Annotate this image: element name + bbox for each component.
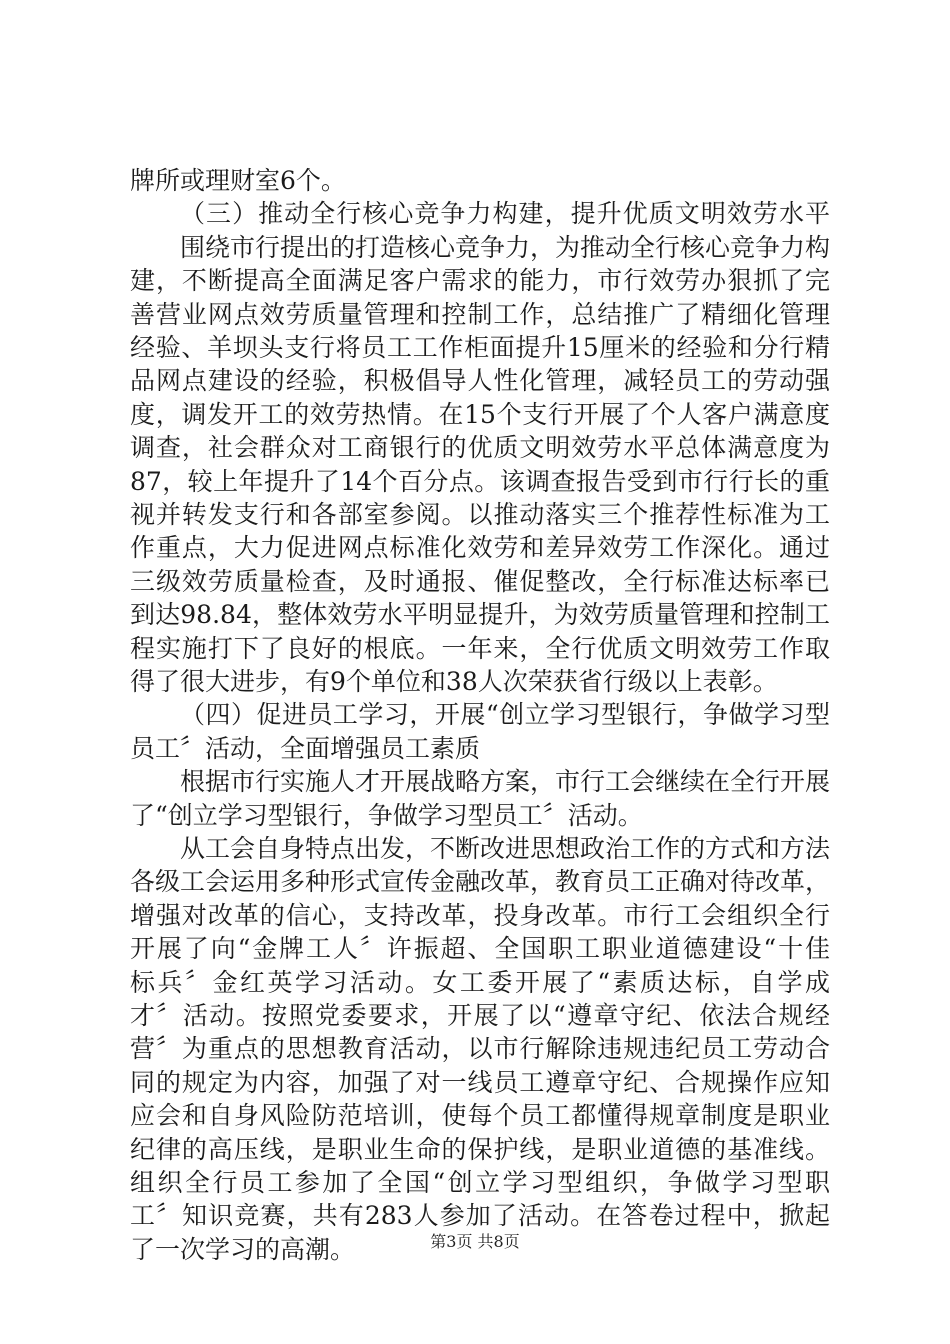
paragraph-line: 87，较上年提升了14个百分点。该调查报告受到市行行长的重 bbox=[130, 466, 830, 496]
paragraph-line: 围绕市行提出的打造核心竞争力，为推动全行核心竞争力构 bbox=[180, 232, 831, 262]
paragraph-line: 经验、羊坝头支行将员工工作柜面提升15厘米的经验和分行精 bbox=[130, 333, 830, 362]
section-heading-3: （三）推动全行核心竞争力构建，提升优质文明效劳水平 bbox=[180, 199, 830, 229]
paragraph-line: 标兵〞金红英学习活动。女工委开展了“素质达标，自学成 bbox=[130, 967, 830, 997]
paragraph-line: 得了很大进步，有9个单位和38人次荣获省行级以上表彰。 bbox=[130, 667, 778, 696]
paragraph-line: 度，调发开工的效劳热情。在15个支行开展了个人客户满意度 bbox=[130, 399, 830, 429]
paragraph-line: 品网点建设的经验，积极倡导人性化管理，减轻员工的劳动强 bbox=[130, 366, 830, 396]
paragraph-line: 了“创立学习型银行，争做学习型员工〞活动。 bbox=[130, 800, 643, 830]
paragraph-line: 增强对改革的信心，支持改革，投身改革。市行工会组织全行 bbox=[130, 900, 830, 930]
paragraph-line: 同的规定为内容，加强了对一线员工遵章守纪、合规操作应知 bbox=[130, 1067, 830, 1097]
paragraph-line: 工〞知识竞赛，共有283人参加了活动。在答卷过程中，掀起 bbox=[130, 1201, 830, 1231]
paragraph-line: 三级效劳质量检查，及时通报、催促整改，全行标准达标率已 bbox=[130, 566, 830, 596]
paragraph-line: 营〞为重点的思想教育活动，以市行解除违规违纪员工劳动合 bbox=[130, 1034, 830, 1064]
paragraph-line: 才〞活动。按照党委要求，开展了以“遵章守纪、依法合规经 bbox=[130, 1001, 830, 1030]
page-number-footer: 第3页 共8页 bbox=[430, 1232, 520, 1251]
paragraph-line: 作重点，大力促进网点标准化效劳和差异效劳工作深化。通过 bbox=[130, 533, 830, 563]
paragraph-line: 根据市行实施人才开展战略方案，市行工会继续在全行开展 bbox=[180, 767, 831, 797]
paragraph-line: 到达98.84，整体效劳水平明显提升，为效劳质量管理和控制工 bbox=[130, 600, 830, 630]
paragraph-line: 纪律的高压线，是职业生命的保护线，是职业道德的基准线。 bbox=[130, 1134, 830, 1164]
paragraph-line: 组织全行员工参加了全国“创立学习型组织，争做学习型职 bbox=[130, 1168, 830, 1197]
paragraph-line: 开展了向“金牌工人〞许振超、全国职工职业道德建设“十佳 bbox=[130, 934, 830, 964]
paragraph-line: 调查，社会群众对工商银行的优质文明效劳水平总体满意度为 bbox=[130, 433, 830, 463]
paragraph-line: 牌所或理财室6个。 bbox=[130, 166, 346, 195]
paragraph-line: 善营业网点效劳质量管理和控制工作，总结推广了精细化管理 bbox=[130, 299, 830, 329]
section-heading-4: （四）促进员工学习，开展“创立学习型银行，争做学习型 bbox=[180, 700, 830, 730]
paragraph-line: 各级工会运用多种形式宣传金融改革，教育员工正确对待改革， bbox=[130, 867, 831, 897]
section-heading-4: 员工〞活动，全面增强员工素质 bbox=[130, 733, 481, 763]
paragraph-line: 从工会自身特点出发，不断改进思想政治工作的方式和方法 bbox=[180, 834, 831, 863]
paragraph-line: 了一次学习的高潮。 bbox=[130, 1234, 356, 1264]
paragraph-line: 程实施打下了良好的根底。一年来，全行优质文明效劳工作取 bbox=[130, 633, 830, 663]
paragraph-line: 视并转发支行和各部室参阅。以推动落实三个推荐性标准为工 bbox=[130, 500, 830, 529]
paragraph-line: 应会和自身风险防范培训，使每个员工都懂得规章制度是职业 bbox=[130, 1101, 830, 1131]
paragraph-line: 建，不断提高全面满足客户需求的能力，市行效劳办狠抓了完 bbox=[130, 266, 830, 296]
